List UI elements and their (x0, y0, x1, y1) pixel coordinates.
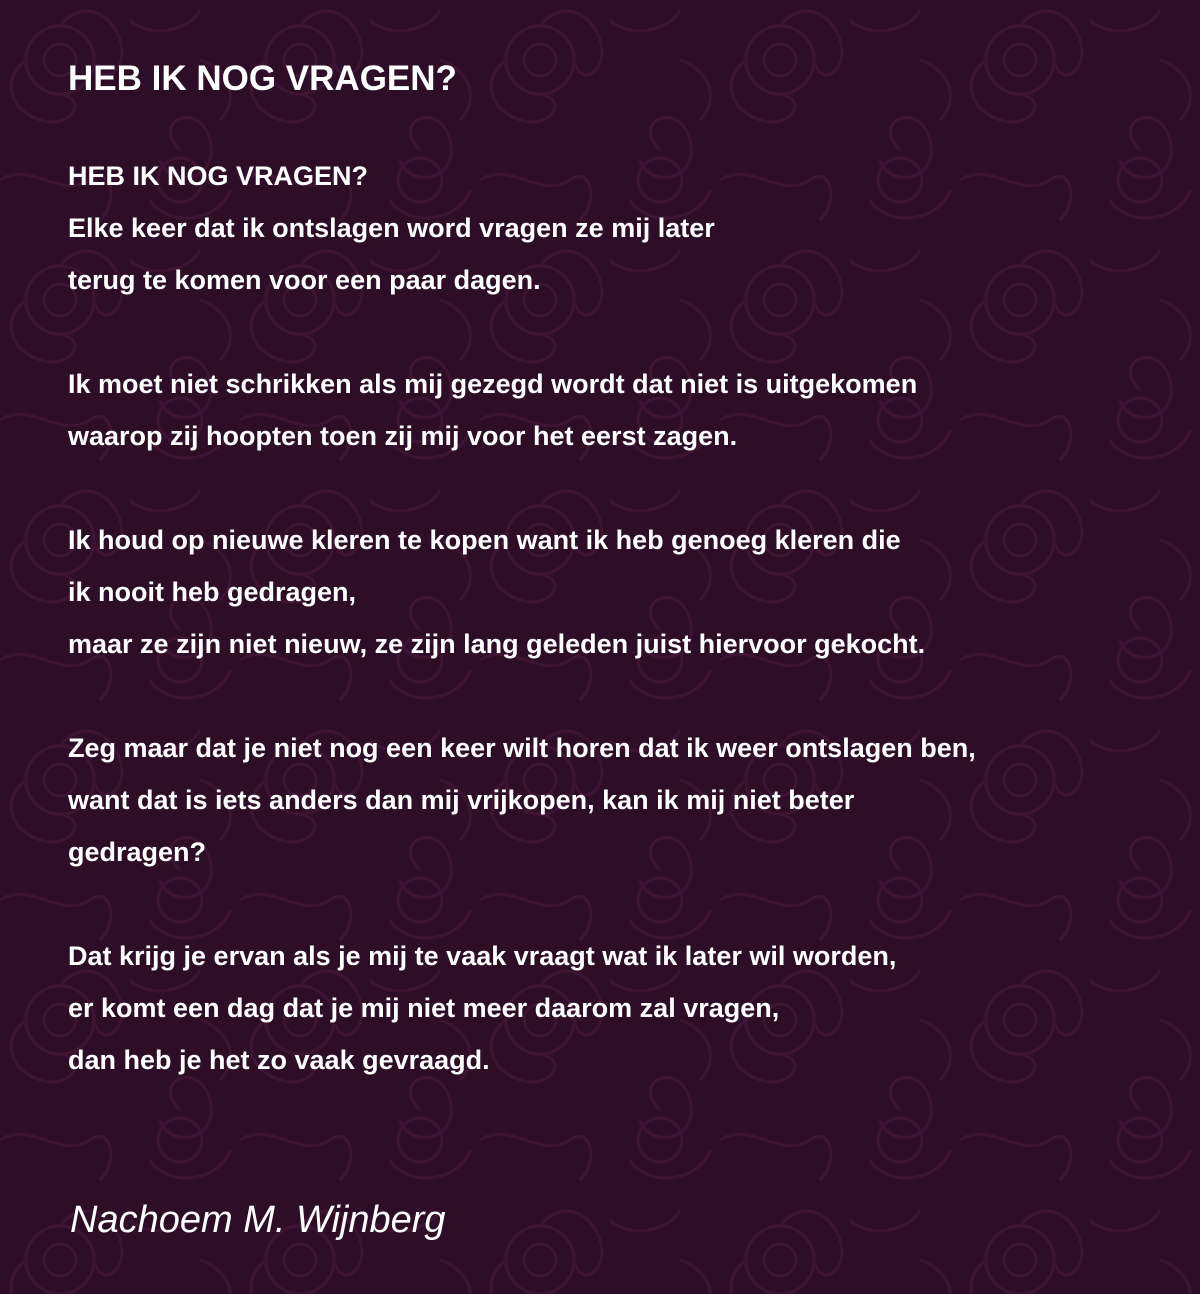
poem-line: Dat krijg je ervan als je mij te vaak vraagt wat ik later wil worden, (68, 941, 897, 971)
stanza-3 (68, 514, 1178, 670)
poem-line: terug te komen voor een paar dagen. (68, 265, 541, 295)
stanza-1 (68, 150, 1178, 306)
poem-line: maar ze zijn niet nieuw, ze zijn lang geleden juist hiervoor gekocht. (68, 629, 926, 659)
poem-line: Elke keer dat ik ontslagen word vragen ze mij later (68, 213, 715, 243)
poem-body (68, 150, 1178, 1086)
poem-container (68, 55, 1178, 1138)
stanza-5 (68, 930, 1178, 1086)
poem-line: Ik houd op nieuwe kleren te kopen want ik heb genoeg kleren die (68, 525, 901, 555)
poem-line: HEB IK NOG VRAGEN? (68, 161, 369, 191)
poem-line: Zeg maar dat je niet nog een keer wilt horen dat ik weer ontslagen ben, (68, 733, 976, 763)
poem-title: HEB IK NOG VRAGEN? (68, 59, 457, 98)
poem-line: ik nooit heb gedragen, (68, 577, 357, 607)
poem-line: er komt een dag dat je mij niet meer daarom zal vragen, (68, 993, 780, 1023)
poem-line: waarop zij hoopten toen zij mij voor het eerst zagen. (68, 421, 738, 451)
poem-line: Ik moet niet schrikken als mij gezegd wordt dat niet is uitgekomen (68, 369, 918, 399)
poem-line: dan heb je het zo vaak gevraagd. (68, 1045, 490, 1075)
stanza-2 (68, 358, 1178, 462)
poem-author: Nachoem M. Wijnberg (70, 1199, 446, 1241)
poem-line: gedragen? (68, 837, 207, 867)
poem-line: want dat is iets anders dan mij vrijkopen, kan ik mij niet beter (68, 785, 855, 815)
stanza-4 (68, 722, 1178, 878)
